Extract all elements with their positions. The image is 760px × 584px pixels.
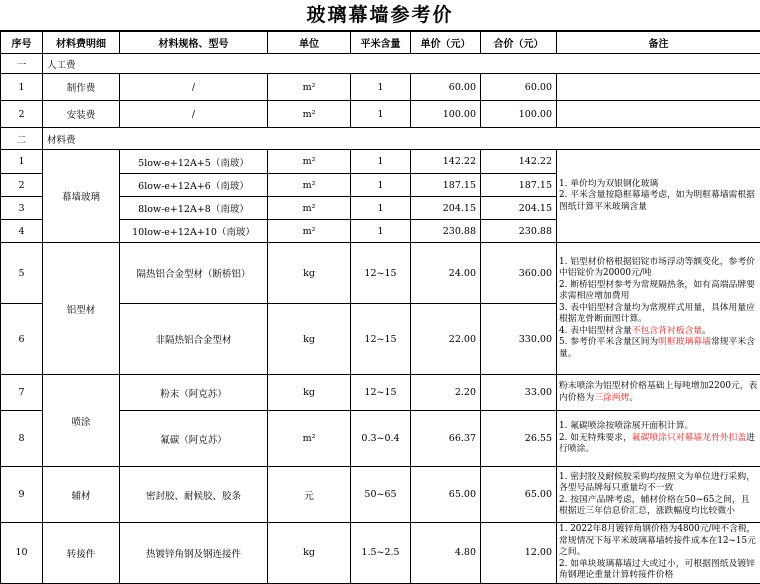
section-label: 材料费 xyxy=(43,128,760,150)
note-line: 2. 断桥铝型材参考为常规隔热条，如有高端品牌要求需相应增加费用 xyxy=(559,280,758,303)
row-spec: 8low-e+12A+8（南玻） xyxy=(120,197,268,220)
row-no: 5 xyxy=(1,243,43,304)
row-price: 100.00 xyxy=(411,101,481,128)
note-line: 1. 氟碳喷涂按喷涂展开面积计算。 xyxy=(559,421,758,433)
table-row xyxy=(1,523,760,584)
row-price: 230.88 xyxy=(411,220,481,243)
row-total: 12.00 xyxy=(481,523,557,584)
row-spec: 5low-e+12A+5（南玻） xyxy=(120,150,268,174)
row-price: 187.15 xyxy=(411,174,481,197)
row-qty: 12~15 xyxy=(351,243,411,304)
section-no: 一 xyxy=(1,54,43,74)
table-row xyxy=(1,101,760,128)
section-no: 二 xyxy=(1,128,43,150)
row-spec: / xyxy=(120,74,268,101)
note-fluorocarbon xyxy=(557,411,760,467)
note-powder: 粉末喷涂为铝型材价格基础上每吨增加2200元，表内价格为三涂两烤。 xyxy=(557,375,760,411)
header-item: 材料费明细 xyxy=(43,32,120,54)
note-line: 1. 密封胶及耐候胶采购均按照文为单位进行采购，各型号品牌每只重量均不一致 xyxy=(559,472,758,495)
header-qty: 平米含量 xyxy=(351,32,411,54)
row-total: 33.00 xyxy=(481,375,557,411)
section-row-material xyxy=(1,128,760,150)
note-aux xyxy=(557,467,760,523)
row-unit: kg xyxy=(268,304,351,375)
row-total: 142.22 xyxy=(481,150,557,174)
note-line: 1. 2022年8月镀锌角钢价格为4800元/吨不含税，常规情况下每平米玻璃幕墙转接件成本在12~15元之间。 xyxy=(559,524,758,559)
header-no: 序号 xyxy=(1,32,43,54)
row-no: 3 xyxy=(1,197,43,220)
note-highlight: 三涂两烤 xyxy=(594,393,629,403)
table-row xyxy=(1,243,760,304)
row-note xyxy=(557,74,760,101)
row-spec: 隔热铝合金型材（断桥铝） xyxy=(120,243,268,304)
row-unit: m² xyxy=(268,411,351,467)
row-qty: 1 xyxy=(351,197,411,220)
note-line: 1. 铝型材价格根据铝锭市场浮动等额变化，参考价中铝锭价为20000元/吨 xyxy=(559,257,758,280)
table-row xyxy=(1,150,760,174)
header-unit: 单位 xyxy=(268,32,351,54)
header-row xyxy=(1,32,760,54)
table-row xyxy=(1,467,760,523)
row-unit: kg xyxy=(268,243,351,304)
row-total: 65.00 xyxy=(481,467,557,523)
note-line: 1. 单价均为双银钢化玻璃 xyxy=(559,179,758,191)
row-unit: m² xyxy=(268,174,351,197)
note-line: 3. 表中铝型材含量均为常规样式用量，具体用量应根据龙骨断面图计算。 xyxy=(559,303,758,326)
row-unit: m² xyxy=(268,101,351,128)
row-qty: 1 xyxy=(351,74,411,101)
row-qty: 1 xyxy=(351,220,411,243)
row-qty: 1 xyxy=(351,150,411,174)
note-line: 2. 如单块玻璃幕墙过大或过小，可根据图纸及镀锌角钢理论重量计算转接件价格 xyxy=(559,559,758,582)
row-spec: 密封胶、耐候胶、胶条 xyxy=(120,467,268,523)
row-unit: m² xyxy=(268,74,351,101)
row-no: 1 xyxy=(1,74,43,101)
row-item: 制作费 xyxy=(43,74,120,101)
note-glass xyxy=(557,150,760,243)
row-total: 360.00 xyxy=(481,243,557,304)
note-line: 2. 如无特殊要求，氟碳喷涂只对幕墙龙骨外扣盖进行喷涂。 xyxy=(559,433,758,456)
header-price: 单价（元） xyxy=(411,32,481,54)
row-price: 22.00 xyxy=(411,304,481,375)
note-line: 5. 参考价平米含量区间为明框玻璃幕墙常规平米含量。 xyxy=(559,337,758,360)
row-item-glass: 幕墙玻璃 xyxy=(43,150,120,243)
row-spec: / xyxy=(120,101,268,128)
row-price: 60.00 xyxy=(411,74,481,101)
page-title: 玻璃幕墙参考价 xyxy=(0,0,760,31)
row-qty: 1 xyxy=(351,101,411,128)
row-price: 204.15 xyxy=(411,197,481,220)
row-price: 66.37 xyxy=(411,411,481,467)
note-highlight: 明框玻璃幕墙 xyxy=(658,337,711,347)
row-spec: 热镀锌角钢及钢连接件 xyxy=(120,523,268,584)
row-price: 4.80 xyxy=(411,523,481,584)
row-no: 2 xyxy=(1,101,43,128)
row-item: 转接件 xyxy=(43,523,120,584)
header-total: 合价（元） xyxy=(481,32,557,54)
row-total: 60.00 xyxy=(481,74,557,101)
row-qty: 12~15 xyxy=(351,375,411,411)
row-qty: 1.5~2.5 xyxy=(351,523,411,584)
note-highlight: 氟碳喷涂只对幕墙龙骨外扣盖 xyxy=(632,433,746,443)
row-qty: 1 xyxy=(351,174,411,197)
row-total: 187.15 xyxy=(481,174,557,197)
row-no: 6 xyxy=(1,304,43,375)
row-unit: 元 xyxy=(268,467,351,523)
row-qty: 50~65 xyxy=(351,467,411,523)
note-line: 2. 平米含量按隐框幕墙考虑，如为明框幕墙需根据图纸计算平米玻璃含量 xyxy=(559,190,758,213)
row-spec: 6low-e+12A+6（南玻） xyxy=(120,174,268,197)
row-spec: 非隔热铝合金型材 xyxy=(120,304,268,375)
row-no: 10 xyxy=(1,523,43,584)
note-aluminum xyxy=(557,243,760,375)
note-line: 2. 按国产品牌考虑，辅材价格在50~65之间，且根据近三年信息价汇总，涨跌幅度均比较微小 xyxy=(559,495,758,518)
row-unit: m² xyxy=(268,197,351,220)
row-total: 204.15 xyxy=(481,197,557,220)
row-no: 9 xyxy=(1,467,43,523)
note-line: 4. 表中铝型材含量不包含背衬板含量。 xyxy=(559,326,758,338)
row-no: 1 xyxy=(1,150,43,174)
row-price: 24.00 xyxy=(411,243,481,304)
row-note xyxy=(557,101,760,128)
row-price: 65.00 xyxy=(411,467,481,523)
row-no: 7 xyxy=(1,375,43,411)
table-row xyxy=(1,74,760,101)
row-item-spray: 喷涂 xyxy=(43,375,120,467)
row-total: 100.00 xyxy=(481,101,557,128)
row-qty: 0.3~0.4 xyxy=(351,411,411,467)
row-item-aluminum: 铝型材 xyxy=(43,243,120,375)
header-spec: 材料规格、型号 xyxy=(120,32,268,54)
section-label: 人工费 xyxy=(43,54,760,74)
row-total: 26.55 xyxy=(481,411,557,467)
row-spec: 10low-e+12A+10（南玻） xyxy=(120,220,268,243)
price-table xyxy=(0,31,760,584)
row-no: 4 xyxy=(1,220,43,243)
row-unit: m² xyxy=(268,150,351,174)
row-total: 230.88 xyxy=(481,220,557,243)
row-qty: 12~15 xyxy=(351,304,411,375)
row-spec: 氟碳（阿克苏） xyxy=(120,411,268,467)
row-price: 2.20 xyxy=(411,375,481,411)
note-connector xyxy=(557,523,760,584)
note-highlight: 不包含背衬板含量 xyxy=(632,326,702,336)
table-row xyxy=(1,375,760,411)
row-no: 2 xyxy=(1,174,43,197)
section-row-labor xyxy=(1,54,760,74)
row-spec: 粉末（阿克苏） xyxy=(120,375,268,411)
row-price: 142.22 xyxy=(411,150,481,174)
row-no: 8 xyxy=(1,411,43,467)
row-unit: m² xyxy=(268,220,351,243)
row-item: 辅材 xyxy=(43,467,120,523)
row-item: 安装费 xyxy=(43,101,120,128)
row-unit: kg xyxy=(268,523,351,584)
row-total: 330.00 xyxy=(481,304,557,375)
header-note: 备注 xyxy=(557,32,760,54)
row-unit: kg xyxy=(268,375,351,411)
